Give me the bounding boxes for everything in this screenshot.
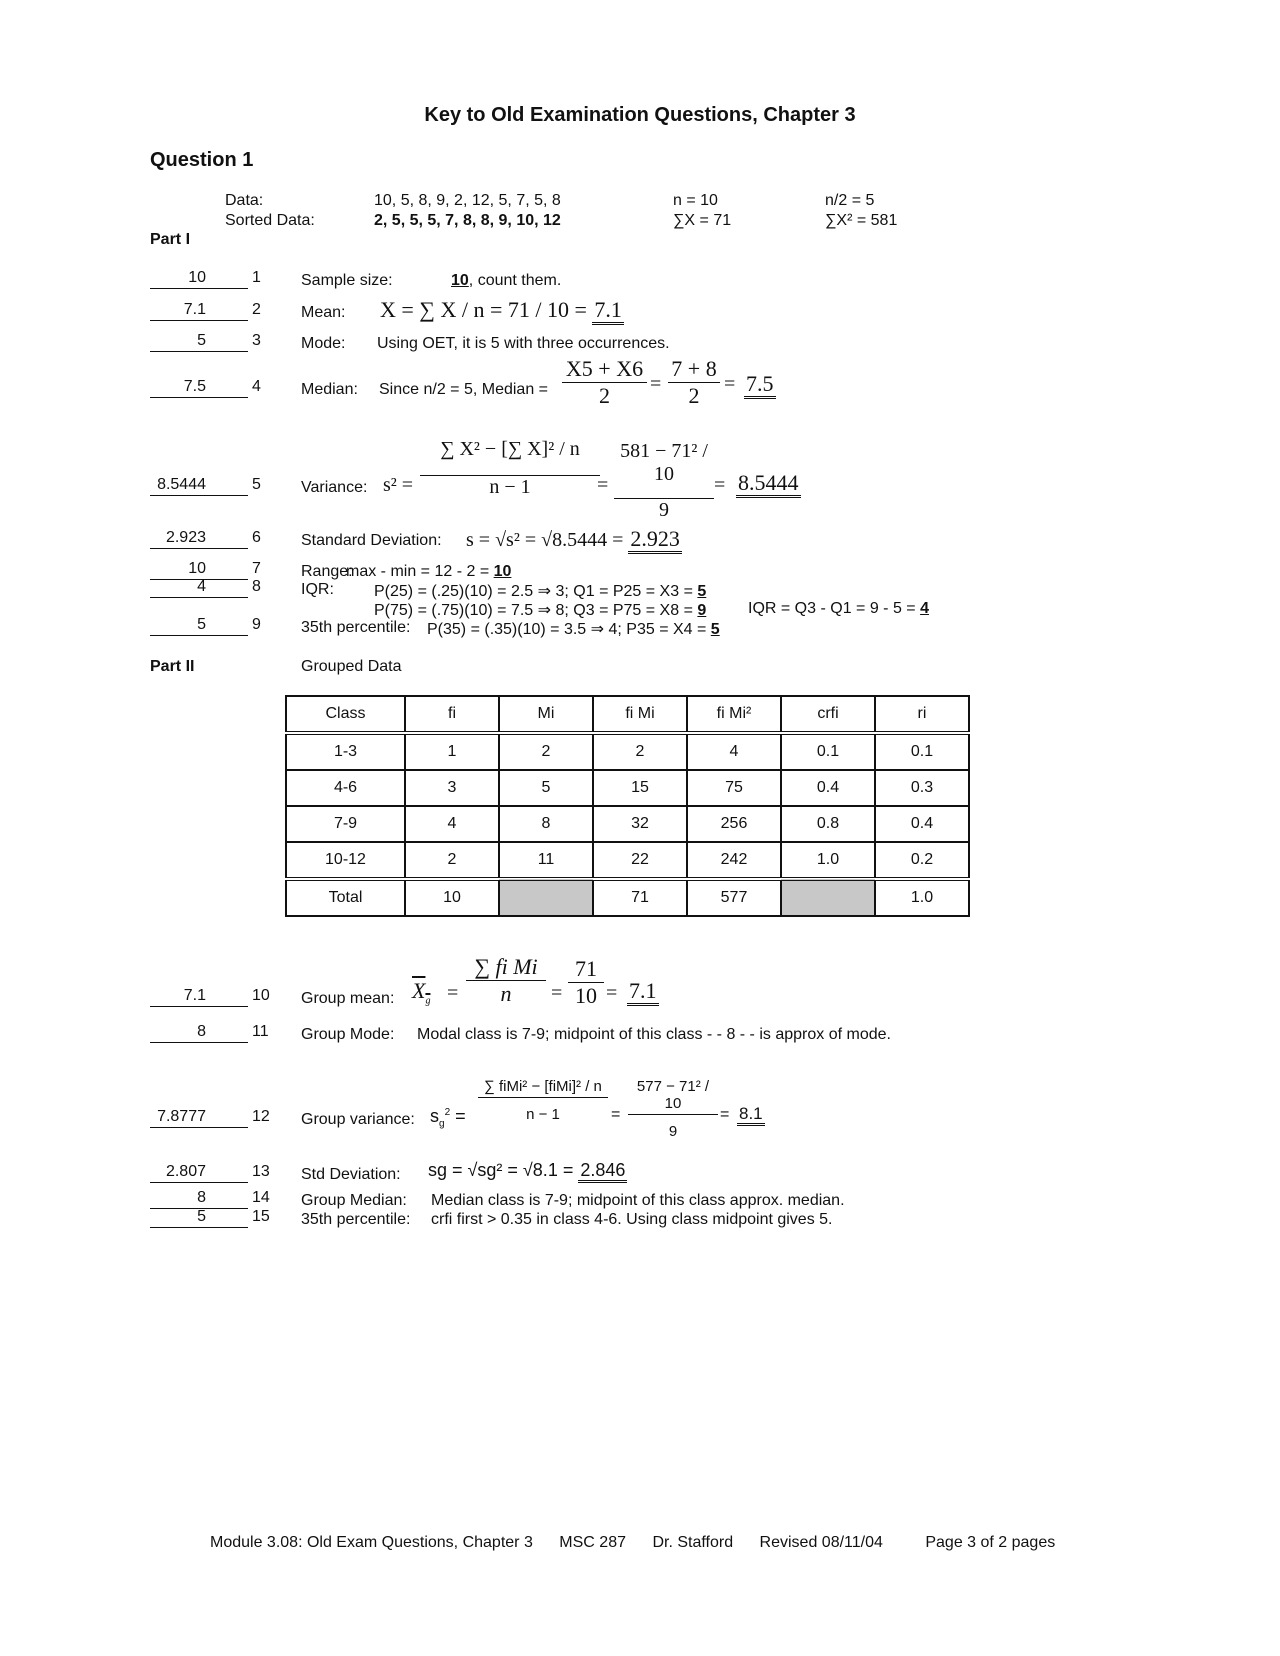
answer-number: 5	[252, 476, 261, 493]
equals-sign: =	[714, 474, 726, 496]
answer-line	[150, 986, 270, 1007]
page-title: Key to Old Examination Questions, Chapter 3	[424, 104, 856, 126]
answer-value: 7.1	[183, 301, 206, 318]
answer-number: 14	[252, 1189, 270, 1206]
table-cell: 4	[687, 733, 781, 770]
equals-sign: =	[606, 982, 618, 1004]
table-cell: 1	[405, 733, 499, 770]
table-cell: 1.0	[781, 842, 875, 879]
variance-fraction-2	[614, 440, 714, 522]
table-cell: 71	[593, 879, 687, 916]
question-heading: Question 1	[150, 149, 254, 171]
gvar-num: ∑ fiMi² − [fiMi]² / n	[484, 1078, 602, 1095]
table-header: Mi	[499, 696, 593, 733]
table-header: Class	[286, 696, 405, 733]
table-header: fi Mi²	[687, 696, 781, 733]
equals-sign: =	[724, 373, 736, 395]
answer-number: 2	[252, 301, 261, 318]
table-cell: 0.4	[875, 806, 969, 842]
footer-course: MSC 287	[559, 1534, 626, 1551]
iqr-line-2	[374, 600, 706, 620]
table-cell: 15	[593, 770, 687, 806]
answer-number: 8	[252, 578, 261, 595]
table-cell: 4	[405, 806, 499, 842]
grouped-data-title: Grouped Data	[301, 658, 402, 675]
table-cell: 577	[687, 879, 781, 916]
group-p35-label: 35th percentile:	[301, 1211, 411, 1228]
median-result: 7.5	[744, 371, 776, 397]
gmean-fraction-2	[568, 956, 604, 1009]
p35-text: P(35) = (.35)(10) = 3.5 ⇒ 4; P35 = X4 =	[427, 621, 707, 638]
answer-value: 2.923	[165, 529, 206, 546]
median-label: Median:	[301, 381, 358, 398]
iqr-line-1	[374, 581, 706, 601]
gvar-d2: 9	[628, 1114, 718, 1140]
variance-d2: 9	[614, 498, 714, 522]
part1-label: Part I	[150, 231, 191, 248]
sd-formula-text: s = √s² = √8.5444 =	[466, 529, 624, 551]
median-f2-num: 7 + 8	[671, 356, 717, 381]
answer-number: 4	[252, 378, 261, 395]
answer-value: 10	[188, 269, 206, 286]
gmean-result: 7.1	[627, 978, 659, 1004]
page-footer	[210, 1534, 1077, 1552]
footer-revised: Revised 08/11/04	[759, 1534, 883, 1551]
sample-size-rest: , count them.	[468, 272, 562, 289]
variance-s2: s² =	[383, 474, 414, 496]
table-cell: 75	[687, 770, 781, 806]
answer-value: 5	[197, 1208, 206, 1225]
table-cell: 3	[405, 770, 499, 806]
mean-formula-text: X = ∑ X / n = 71 / 10 =	[380, 297, 587, 322]
answer-line	[150, 528, 261, 549]
iqr-result: 4	[920, 600, 929, 617]
table-row	[286, 842, 969, 879]
mode-label: Mode:	[301, 335, 346, 352]
answer-number: 6	[252, 529, 261, 546]
table-cell: 32	[593, 806, 687, 842]
table-cell: 8	[499, 806, 593, 842]
answer-number: 9	[252, 616, 261, 633]
sorted-values: 2, 5, 5, 5, 7, 8, 8, 9, 10, 12	[374, 212, 561, 229]
sd-result: 2.923	[628, 526, 682, 554]
data-values: 10, 5, 8, 9, 2, 12, 5, 7, 5, 8	[374, 192, 561, 209]
table-cell-empty	[781, 879, 875, 916]
table-cell: 2	[499, 733, 593, 770]
mode-text: Using OET, it is 5 with three occurrences.	[377, 335, 670, 352]
sum-x: ∑X = 71	[673, 212, 732, 229]
table-cell: 2	[593, 733, 687, 770]
answer-number: 11	[252, 1023, 269, 1040]
answer-value: 4	[197, 578, 206, 595]
table-row	[286, 733, 969, 770]
median-f2-den: 2	[668, 382, 720, 409]
footer-module: Module 3.08: Old Exam Questions, Chapter 3	[210, 1534, 533, 1551]
group-sd-formula	[428, 1160, 627, 1181]
sum-x2: ∑X² = 581	[825, 212, 898, 229]
answer-value: 10	[188, 560, 206, 577]
iqr-q3-text: P(75) = (.75)(10) = 7.5 ⇒ 8; Q3 = P75 = X8 =	[374, 602, 693, 619]
answer-number: 10	[252, 987, 270, 1004]
table-cell: 242	[687, 842, 781, 879]
table-cell: 10	[405, 879, 499, 916]
answer-number: 7	[252, 560, 261, 577]
answer-number: 12	[252, 1108, 270, 1125]
iqr-q3-value: 9	[697, 602, 707, 619]
answer-value: 5	[197, 332, 206, 349]
table-cell: 0.4	[781, 770, 875, 806]
sample-size-text	[451, 272, 561, 290]
table-cell: Total	[286, 879, 405, 916]
variance-den: n − 1	[420, 475, 600, 499]
answer-line	[150, 268, 261, 289]
equals-sign: =	[447, 982, 459, 1004]
answer-line	[150, 377, 261, 398]
answer-line	[150, 300, 261, 321]
std-dev-label: Standard Deviation:	[301, 532, 442, 549]
sd-formula	[466, 526, 682, 552]
iqr-q1-text: P(25) = (.25)(10) = 2.5 ⇒ 3; Q1 = P25 = X3 =	[374, 583, 693, 600]
range-formula: max - min = 12 - 2 =	[346, 563, 490, 580]
group-p35-text: crfi first > 0.35 in class 4-6. Using class midpoint gives 5.	[431, 1211, 833, 1228]
range-result: 10	[493, 563, 512, 580]
p35-line	[427, 619, 720, 639]
table-cell: 0.2	[875, 842, 969, 879]
footer-author: Dr. Stafford	[652, 1534, 734, 1551]
answer-line	[150, 1022, 269, 1043]
answer-line	[150, 1188, 270, 1209]
mean-result: 7.1	[592, 297, 624, 325]
table-cell: 4-6	[286, 770, 405, 806]
iqr-result-text: IQR = Q3 - Q1 = 9 - 5 =	[748, 600, 916, 617]
data-label: Data:	[225, 192, 264, 209]
gsd-formula-text: sg = √sg² = √8.1 =	[428, 1160, 574, 1180]
table-cell: 7-9	[286, 806, 405, 842]
table-cell: 10-12	[286, 842, 405, 879]
equals-sign: =	[611, 1106, 621, 1123]
table-row	[286, 770, 969, 806]
answer-line	[150, 1162, 270, 1183]
answer-value: 7.1	[183, 987, 206, 1004]
equals-sign: =	[551, 982, 563, 1004]
group-median-label: Group Median:	[301, 1192, 407, 1209]
n-value: n = 10	[673, 192, 718, 209]
table-cell: 0.1	[781, 733, 875, 770]
median-fraction-1	[562, 356, 647, 409]
table-cell: 0.8	[781, 806, 875, 842]
table-cell: 5	[499, 770, 593, 806]
sample-size-value: 10	[451, 272, 469, 289]
answer-value: 7.8777	[157, 1108, 206, 1125]
answer-line	[150, 577, 261, 598]
equals-sign: =	[650, 373, 662, 395]
mean-formula	[380, 297, 624, 323]
group-variance-label: Group variance:	[301, 1111, 415, 1128]
answer-number: 13	[252, 1163, 270, 1180]
answer-line	[150, 615, 261, 636]
table-row	[286, 806, 969, 842]
answer-line	[150, 1207, 270, 1228]
answer-number: 3	[252, 332, 261, 349]
variance-n2: 581 − 71² / 10	[620, 440, 708, 485]
table-cell: 0.3	[875, 770, 969, 806]
answer-line	[150, 1107, 270, 1128]
p35-label: 35th percentile:	[301, 619, 411, 636]
table-header-row	[286, 696, 969, 733]
gmean-n2: 71	[575, 956, 597, 981]
gsd-result: 2.846	[578, 1160, 627, 1183]
answer-value: 8.5444	[157, 476, 206, 493]
p35-result: 5	[710, 621, 720, 638]
gvar-n2: 577 − 71² / 10	[636, 1078, 710, 1112]
group-mean-symbol: $X_g$	[412, 978, 431, 1007]
gmean-fraction-1	[466, 954, 546, 1007]
median-f1-num: X5 + X6	[565, 356, 644, 381]
table-header: ri	[875, 696, 969, 733]
table-total-row	[286, 879, 969, 916]
gmean-den: n	[466, 980, 546, 1007]
variance-num: ∑ X² − [∑ X]² / n	[440, 438, 580, 460]
range-label: Range:	[301, 563, 353, 580]
footer-page: Page 3 of 2 pages	[925, 1534, 1056, 1551]
answer-number: 15	[252, 1208, 270, 1225]
answer-value: 2.807	[165, 1163, 206, 1180]
gmean-d2: 10	[568, 982, 604, 1009]
median-fraction-2	[668, 356, 720, 409]
equals-sign: =	[597, 474, 609, 496]
group-median-text: Median class is 7-9; midpoint of this class approx. median.	[431, 1192, 845, 1209]
gvar-fraction-1	[478, 1078, 608, 1123]
range-text	[346, 563, 511, 581]
answer-value: 8	[197, 1189, 206, 1206]
table-cell: 22	[593, 842, 687, 879]
table-header: fi Mi	[593, 696, 687, 733]
table-cell: 1.0	[875, 879, 969, 916]
n-half: n/2 = 5	[825, 192, 875, 209]
mean-label: Mean:	[301, 304, 346, 321]
gvar-result: 8.1	[737, 1104, 765, 1124]
grouped-data-table	[285, 695, 970, 917]
table-header: fi	[405, 696, 499, 733]
sorted-label: Sorted Data:	[225, 212, 315, 229]
gvar-fraction-2	[628, 1078, 718, 1140]
gvar-den: n − 1	[478, 1097, 608, 1123]
sample-size-label: Sample size:	[301, 272, 393, 289]
group-variance-symbol: $s_g^2$ =	[430, 1106, 466, 1130]
variance-fraction-1	[420, 438, 600, 499]
table-cell: 11	[499, 842, 593, 879]
table-cell: 1-3	[286, 733, 405, 770]
median-f1-den: 2	[562, 382, 647, 409]
iqr-result-line	[748, 600, 929, 618]
group-mode-label: Group Mode:	[301, 1026, 395, 1043]
part2-label: Part II	[150, 658, 195, 675]
table-cell: 0.1	[875, 733, 969, 770]
variance-label: Variance:	[301, 479, 368, 496]
table-cell: 256	[687, 806, 781, 842]
answer-value: 5	[197, 616, 206, 633]
table-cell: 2	[405, 842, 499, 879]
iqr-q1-value: 5	[697, 583, 707, 600]
answer-value: 8	[197, 1023, 206, 1040]
table-header: crfi	[781, 696, 875, 733]
equals-sign: =	[720, 1106, 730, 1123]
gmean-num: ∑ fi Mi	[474, 954, 538, 979]
answer-line	[150, 331, 261, 352]
answer-number: 1	[252, 269, 261, 286]
group-sd-label: Std Deviation:	[301, 1166, 401, 1183]
variance-result: 8.5444	[736, 470, 801, 496]
table-cell-empty	[499, 879, 593, 916]
group-mean-label: Group mean:	[301, 990, 395, 1007]
answer-value: 7.5	[183, 378, 206, 395]
group-mode-text: Modal class is 7-9; midpoint of this class - - 8 - - is approx of mode.	[417, 1026, 891, 1043]
iqr-label: IQR:	[301, 581, 334, 598]
median-text: Since n/2 = 5, Median =	[379, 381, 548, 398]
answer-line	[150, 475, 261, 496]
